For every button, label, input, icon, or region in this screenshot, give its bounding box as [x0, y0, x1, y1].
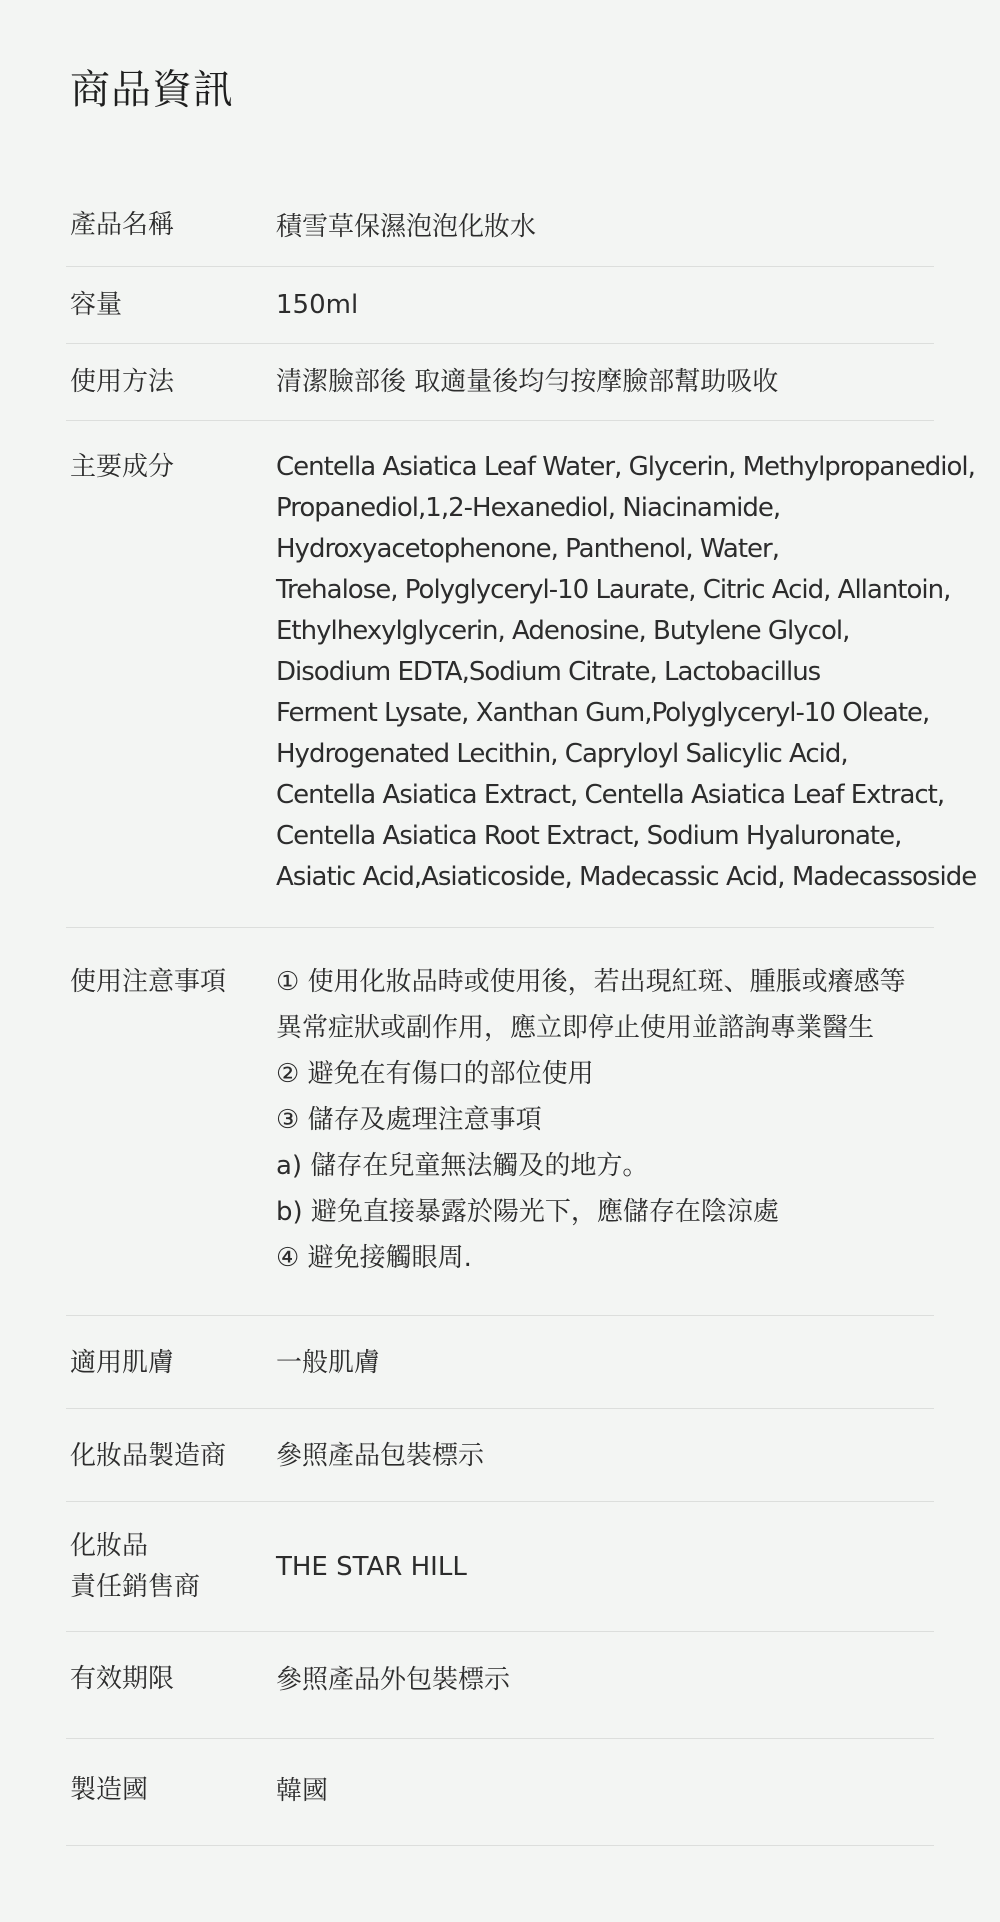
caution-line: ④ 避免接觸眼周. — [276, 1243, 472, 1273]
row-ingredients — [66, 421, 977, 928]
label-ingredients: 主要成分 — [70, 452, 175, 482]
ingredients-line: Propanediol,1,2-Hexanediol, Niacinamide, — [276, 493, 781, 523]
row-origin — [66, 1739, 934, 1846]
caution-line: 異常症狀或副作用，應立即停止使用並諮詢專業醫生 — [276, 1013, 875, 1043]
row-expiry — [66, 1632, 934, 1739]
row-skin-type — [66, 1316, 934, 1409]
label-origin: 製造國 — [70, 1775, 149, 1805]
row-volume — [66, 267, 934, 344]
label-volume: 容量 — [70, 290, 123, 320]
value-expiry: 參照產品外包裝標示 — [276, 1665, 511, 1695]
value-cautions — [276, 959, 934, 1281]
caution-line: ① 使用化妝品時或使用後，若出現紅斑、腫脹或癢感等 — [276, 967, 906, 997]
caution-line: a) 儲存在兒童無法觸及的地方。 — [276, 1151, 649, 1181]
caution-line: ② 避免在有傷口的部位使用 — [276, 1059, 594, 1089]
label-cautions: 使用注意事項 — [70, 967, 227, 997]
ingredients-line: Ferment Lysate, Xanthan Gum,Polyglyceryl-10 Oleate, — [276, 698, 930, 728]
label-distributor — [70, 1526, 200, 1608]
value-skin-type: 一般肌膚 — [276, 1348, 381, 1378]
value-volume: 150ml — [276, 290, 359, 320]
value-usage: 清潔臉部後 取適量後均勻按摩臉部幫助吸收 — [276, 367, 779, 397]
product-info-table — [66, 185, 977, 1846]
ingredients-line: Trehalose, Polyglyceryl-10 Laurate, Citric Acid, Allantoin, — [276, 575, 951, 605]
ingredients-line: Hydroxyacetophenone, Panthenol, Water, — [276, 534, 779, 564]
page-title: 商品資訊 — [70, 67, 234, 113]
ingredients-line: Hydrogenated Lecithin, Capryloyl Salicylic Acid, — [276, 739, 848, 769]
label-distributor-line: 責任銷售商 — [70, 1572, 201, 1602]
ingredients-line: Asiatic Acid,Asiaticoside, Madecassic Acid, Madecassoside — [276, 862, 977, 892]
ingredients-line: Centella Asiatica Leaf Water, Glycerin, Methylpropanediol, — [276, 452, 975, 482]
ingredients-line: Disodium EDTA,Sodium Citrate, Lactobacillus — [276, 657, 821, 687]
value-distributor: THE STAR HILL — [276, 1552, 467, 1582]
caution-line: b) 避免直接暴露於陽光下，應儲存在陰涼處 — [276, 1197, 779, 1227]
label-expiry: 有效期限 — [70, 1664, 175, 1694]
value-ingredients — [276, 447, 977, 898]
row-cautions — [66, 928, 934, 1316]
ingredients-line: Centella Asiatica Root Extract, Sodium Hyaluronate, — [276, 821, 902, 851]
value-product-name: 積雪草保濕泡泡化妝水 — [276, 212, 537, 242]
row-usage — [66, 344, 934, 421]
row-manufacturer — [66, 1409, 934, 1502]
caution-line: ③ 儲存及處理注意事項 — [276, 1105, 542, 1135]
value-origin: 韓國 — [276, 1776, 329, 1806]
label-manufacturer: 化妝品製造商 — [70, 1441, 227, 1471]
row-product-name — [66, 185, 934, 267]
ingredients-line: Ethylhexylglycerin, Adenosine, Butylene Glycol, — [276, 616, 850, 646]
label-usage: 使用方法 — [70, 367, 175, 397]
row-distributor — [66, 1502, 934, 1632]
value-manufacturer: 參照產品包裝標示 — [276, 1441, 485, 1471]
ingredients-line: Centella Asiatica Extract, Centella Asiatica Leaf Extract, — [276, 780, 945, 810]
label-skin-type: 適用肌膚 — [70, 1348, 175, 1378]
label-product-name: 產品名稱 — [70, 210, 175, 240]
label-distributor-line: 化妝品 — [70, 1531, 149, 1561]
